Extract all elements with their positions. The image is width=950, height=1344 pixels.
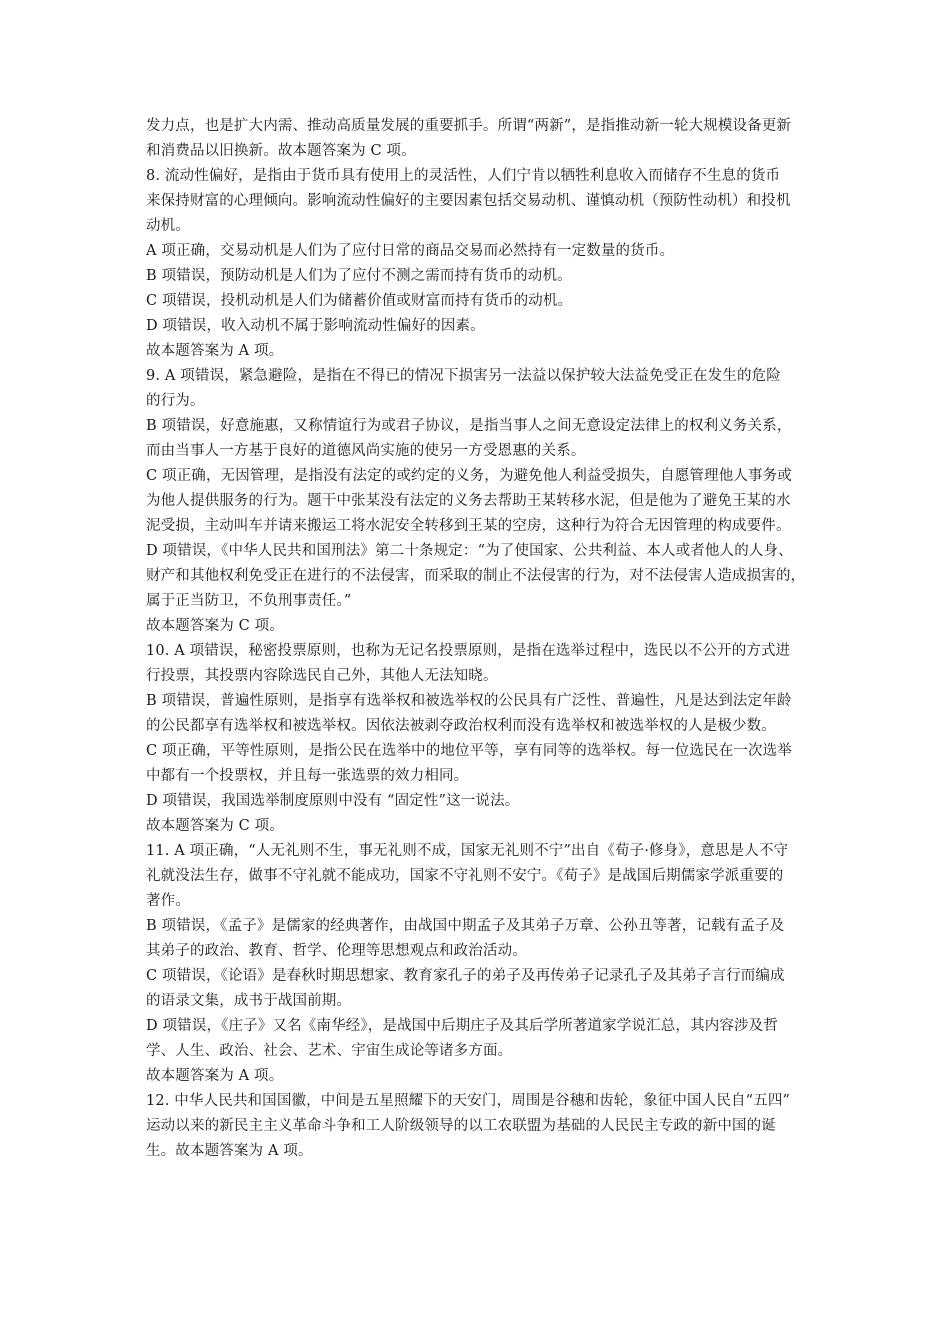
text-line: 运动以来的新民主主义革命斗争和工人阶级领导的以工农联盟为基础的人民民主专政的新中国的诞 [146, 1118, 776, 1134]
text-line: 9. A 项错误，紧急避险，是指在不得已的情况下损害另一法益以保护较大法益免受正在发生的危险 [146, 368, 781, 384]
document-body [146, 114, 810, 1164]
text-line: D 项错误，我国选举制度原则中没有 “固定性”这一说法。 [146, 793, 520, 809]
text-line: 故本题答案为 C 项。 [146, 818, 284, 834]
text-line: D 项错误，《庄子》又名《南华经》，是战国中后期庄子及其后学所著道家学说汇总，其内容涉及哲 [146, 1018, 778, 1034]
text-line: 的语录文集，成书于战国前期。 [146, 993, 352, 1009]
text-line: 发力点，也是扩大内需、推动高质量发展的重要抓手。所谓“两新”，是指推动新一轮大规模设备更新 [146, 118, 792, 134]
text-line: 为他人提供服务的行为。题干中张某没有法定的义务去帮助王某转移水泥，但是他为了避免王某的水 [146, 493, 791, 509]
text-line: 行投票，其投票内容除选民自己外，其他人无法知晓。 [146, 668, 498, 684]
text-line: 故本题答案为 C 项。 [146, 618, 284, 634]
text-line: 的行为。 [146, 393, 205, 409]
text-line: 著作。 [146, 893, 190, 909]
text-line: 8. 流动性偏好，是指由于货币具有使用上的灵活性，人们宁肯以牺牲利息收入而储存不生息的货币 [146, 168, 781, 184]
text-line: 属于正当防卫，不负刑事责任。” [146, 593, 352, 609]
text-line: 学、人生、政治、社会、艺术、宇宙生成论等诸多方面。 [146, 1043, 513, 1059]
text-line: D 项错误，《中华人民共和国刑法》第二十条规定：“为了使国家、公共利益、本人或者他人的人身、 [146, 543, 793, 559]
text-line: A 项正确，交易动机是人们为了应付日常的商品交易而必然持有一定数量的货币。 [146, 243, 675, 259]
text-line: 故本题答案为 A 项。 [146, 1068, 284, 1084]
text-line: B 项错误，《孟子》是儒家的经典著作，由战国中期孟子及其弟子万章、公孙丑等著，记载有孟子及 [146, 918, 785, 934]
text-line: B 项错误，普遍性原则，是指享有选举权和被选举权的公民具有广泛性、普遍性，凡是达到法定年龄 [146, 693, 792, 709]
text-line: 礼就没法生存，做事不守礼就不能成功，国家不守礼则不安宁。《荀子》是战国后期儒家学派重要的 [146, 868, 784, 884]
text-line: 12. 中华人民共和国国徽，中间是五星照耀下的天安门，周围是谷穗和齿轮，象征中国人民自“五四” [146, 1093, 791, 1109]
text-line: C 项正确，无因管理，是指没有法定的或约定的义务，为避免他人利益受损失，自愿管理他人事务或 [146, 468, 792, 484]
text-line: 而由当事人一方基于良好的道德风尚实施的使另一方受恩惠的关系。 [146, 443, 586, 459]
text-line: 其弟子的政治、教育、哲学、伦理等思想观点和政治活动。 [146, 943, 527, 959]
text-line: 和消费品以旧换新。故本题答案为 C 项。 [146, 143, 416, 159]
text-line: C 项错误，《论语》是春秋时期思想家、教育家孔子的弟子及再传弟子记录孔子及其弟子言行而编成 [146, 968, 785, 984]
text-line: 泥受损，主动叫车并请来搬运工将水泥安全转移到王某的空房，这种行为符合无因管理的构成要件。 [146, 518, 791, 534]
text-line: 的公民都享有选举权和被选举权。因依法被剥夺政治权利而没有选举权和被选举权的人是极少数。 [146, 718, 776, 734]
text-line: 故本题答案为 A 项。 [146, 343, 284, 359]
text-line: 来保持财富的心理倾向。影响流动性偏好的主要因素包括交易动机、谨慎动机（预防性动机）和投机 [146, 193, 791, 209]
text-line: C 项正确，平等性原则，是指公民在选举中的地位平等，享有同等的选举权。每一位选民在一次选举 [146, 743, 792, 759]
text-line: D 项错误，收入动机不属于影响流动性偏好的因素。 [146, 318, 485, 334]
text-line: 中都有一个投票权，并且每一张选票的效力相同。 [146, 768, 469, 784]
text-line: 生。故本题答案为 A 项。 [146, 1143, 313, 1159]
text-line: B 项错误，预防动机是人们为了应付不测之需而持有货币的动机。 [146, 268, 572, 284]
text-line: 财产和其他权利免受正在进行的不法侵害，而采取的制止不法侵害的行为，对不法侵害人造成损害的， [146, 568, 806, 584]
text-line: C 项错误，投机动机是人们为储蓄价值或财富而持有货币的动机。 [146, 293, 573, 309]
text-line: B 项错误，好意施惠，又称情谊行为或君子协议，是指当事人之间无意设定法律上的权利义务关系， [146, 418, 792, 434]
text-line: 11. A 项正确，“人无礼则不生，事无礼则不成，国家无礼则不宁”出自《荀子·修身》，意思是人不守 [146, 843, 789, 859]
text-line: 10. A 项错误，秘密投票原则，也称为无记名投票原则，是指在选举过程中，选民以不公开的方式进 [146, 643, 791, 659]
text-line: 动机。 [146, 218, 190, 234]
